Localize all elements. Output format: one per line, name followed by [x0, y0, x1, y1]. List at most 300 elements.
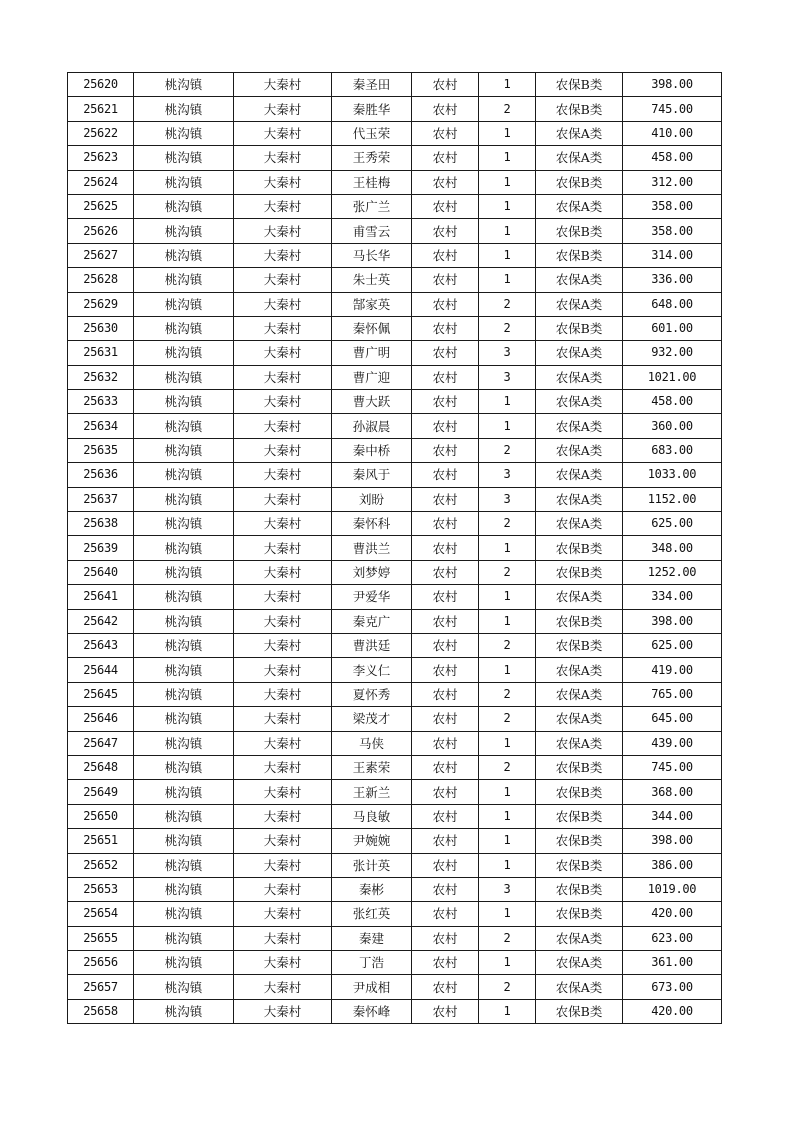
cell-household-size: 1 — [479, 243, 536, 267]
cell-household-size: 2 — [479, 97, 536, 121]
cell-household-size: 1 — [479, 170, 536, 194]
cell-village: 大秦村 — [234, 609, 332, 633]
cell-village: 大秦村 — [234, 268, 332, 292]
cell-area: 农村 — [412, 951, 479, 975]
cell-village: 大秦村 — [234, 658, 332, 682]
cell-village: 大秦村 — [234, 755, 332, 779]
cell-area: 农村 — [412, 365, 479, 389]
cell-town: 桃沟镇 — [134, 414, 234, 438]
cell-name: 秦中桥 — [332, 438, 412, 462]
table-row — [68, 292, 722, 316]
cell-village: 大秦村 — [234, 999, 332, 1023]
cell-name: 秦怀科 — [332, 512, 412, 536]
cell-name: 秦建 — [332, 926, 412, 950]
cell-name: 秦胜华 — [332, 97, 412, 121]
cell-category: 农保A类 — [536, 951, 623, 975]
cell-town: 桃沟镇 — [134, 682, 234, 706]
cell-area: 农村 — [412, 755, 479, 779]
cell-category: 农保B类 — [536, 219, 623, 243]
cell-amount: 458.00 — [623, 390, 722, 414]
cell-id: 25631 — [68, 341, 134, 365]
cell-id: 25637 — [68, 487, 134, 511]
cell-category: 农保A类 — [536, 146, 623, 170]
cell-area: 农村 — [412, 902, 479, 926]
cell-village: 大秦村 — [234, 536, 332, 560]
table-row — [68, 951, 722, 975]
cell-area: 农村 — [412, 438, 479, 462]
cell-id: 25649 — [68, 780, 134, 804]
cell-area: 农村 — [412, 73, 479, 97]
cell-village: 大秦村 — [234, 560, 332, 584]
cell-amount: 1152.00 — [623, 487, 722, 511]
cell-name: 曹洪廷 — [332, 633, 412, 657]
cell-town: 桃沟镇 — [134, 463, 234, 487]
cell-name: 张计英 — [332, 853, 412, 877]
table-row — [68, 902, 722, 926]
cell-household-size: 1 — [479, 219, 536, 243]
cell-village: 大秦村 — [234, 341, 332, 365]
cell-village: 大秦村 — [234, 902, 332, 926]
cell-name: 秦怀峰 — [332, 999, 412, 1023]
cell-id: 25638 — [68, 512, 134, 536]
cell-village: 大秦村 — [234, 365, 332, 389]
cell-household-size: 3 — [479, 365, 536, 389]
cell-village: 大秦村 — [234, 121, 332, 145]
cell-household-size: 1 — [479, 829, 536, 853]
table-row — [68, 121, 722, 145]
cell-household-size: 2 — [479, 975, 536, 999]
cell-id: 25633 — [68, 390, 134, 414]
cell-area: 农村 — [412, 829, 479, 853]
cell-household-size: 2 — [479, 682, 536, 706]
cell-household-size: 2 — [479, 316, 536, 340]
cell-category: 农保A类 — [536, 682, 623, 706]
cell-category: 农保A类 — [536, 438, 623, 462]
cell-area: 农村 — [412, 487, 479, 511]
cell-category: 农保A类 — [536, 268, 623, 292]
cell-name: 尹婉婉 — [332, 829, 412, 853]
cell-village: 大秦村 — [234, 975, 332, 999]
cell-area: 农村 — [412, 97, 479, 121]
cell-area: 农村 — [412, 609, 479, 633]
cell-name: 曹广明 — [332, 341, 412, 365]
cell-household-size: 1 — [479, 731, 536, 755]
cell-town: 桃沟镇 — [134, 609, 234, 633]
cell-name: 秦怀佩 — [332, 316, 412, 340]
cell-amount: 645.00 — [623, 707, 722, 731]
cell-name: 王新兰 — [332, 780, 412, 804]
cell-village: 大秦村 — [234, 780, 332, 804]
cell-village: 大秦村 — [234, 853, 332, 877]
cell-area: 农村 — [412, 194, 479, 218]
cell-id: 25647 — [68, 731, 134, 755]
cell-area: 农村 — [412, 463, 479, 487]
cell-village: 大秦村 — [234, 707, 332, 731]
cell-category: 农保A类 — [536, 292, 623, 316]
cell-id: 25635 — [68, 438, 134, 462]
cell-category: 农保B类 — [536, 999, 623, 1023]
table-row — [68, 926, 722, 950]
cell-town: 桃沟镇 — [134, 804, 234, 828]
cell-amount: 683.00 — [623, 438, 722, 462]
cell-category: 农保A类 — [536, 512, 623, 536]
cell-category: 农保B类 — [536, 877, 623, 901]
cell-name: 丁浩 — [332, 951, 412, 975]
cell-name: 孙淑晨 — [332, 414, 412, 438]
cell-amount: 398.00 — [623, 829, 722, 853]
cell-village: 大秦村 — [234, 316, 332, 340]
cell-village: 大秦村 — [234, 951, 332, 975]
cell-category: 农保A类 — [536, 194, 623, 218]
cell-name: 尹成相 — [332, 975, 412, 999]
cell-area: 农村 — [412, 804, 479, 828]
cell-category: 农保A类 — [536, 487, 623, 511]
cell-category: 农保B类 — [536, 170, 623, 194]
cell-town: 桃沟镇 — [134, 633, 234, 657]
table-row — [68, 633, 722, 657]
cell-amount: 336.00 — [623, 268, 722, 292]
cell-village: 大秦村 — [234, 633, 332, 657]
table-row — [68, 219, 722, 243]
cell-village: 大秦村 — [234, 487, 332, 511]
cell-name: 王桂梅 — [332, 170, 412, 194]
cell-town: 桃沟镇 — [134, 512, 234, 536]
cell-household-size: 1 — [479, 194, 536, 218]
cell-amount: 623.00 — [623, 926, 722, 950]
table-row — [68, 268, 722, 292]
cell-amount: 314.00 — [623, 243, 722, 267]
cell-amount: 648.00 — [623, 292, 722, 316]
cell-village: 大秦村 — [234, 73, 332, 97]
cell-household-size: 3 — [479, 487, 536, 511]
cell-id: 25620 — [68, 73, 134, 97]
cell-id: 25623 — [68, 146, 134, 170]
cell-area: 农村 — [412, 682, 479, 706]
cell-name: 朱士英 — [332, 268, 412, 292]
table-row — [68, 853, 722, 877]
cell-town: 桃沟镇 — [134, 438, 234, 462]
table-row — [68, 512, 722, 536]
cell-town: 桃沟镇 — [134, 585, 234, 609]
cell-amount: 420.00 — [623, 999, 722, 1023]
cell-category: 农保B类 — [536, 243, 623, 267]
cell-area: 农村 — [412, 146, 479, 170]
cell-area: 农村 — [412, 877, 479, 901]
cell-name: 张红英 — [332, 902, 412, 926]
table-row — [68, 97, 722, 121]
table-row — [68, 316, 722, 340]
cell-amount: 1019.00 — [623, 877, 722, 901]
cell-household-size: 1 — [479, 414, 536, 438]
cell-id: 25648 — [68, 755, 134, 779]
cell-household-size: 1 — [479, 73, 536, 97]
cell-category: 农保A类 — [536, 926, 623, 950]
cell-area: 农村 — [412, 170, 479, 194]
cell-id: 25650 — [68, 804, 134, 828]
cell-amount: 625.00 — [623, 512, 722, 536]
table-row — [68, 975, 722, 999]
table-row — [68, 999, 722, 1023]
cell-name: 王秀荣 — [332, 146, 412, 170]
cell-id: 25651 — [68, 829, 134, 853]
cell-town: 桃沟镇 — [134, 292, 234, 316]
cell-category: 农保B类 — [536, 829, 623, 853]
table-row — [68, 390, 722, 414]
cell-town: 桃沟镇 — [134, 194, 234, 218]
cell-town: 桃沟镇 — [134, 536, 234, 560]
cell-household-size: 1 — [479, 609, 536, 633]
cell-town: 桃沟镇 — [134, 999, 234, 1023]
cell-amount: 420.00 — [623, 902, 722, 926]
cell-area: 农村 — [412, 268, 479, 292]
cell-area: 农村 — [412, 975, 479, 999]
cell-town: 桃沟镇 — [134, 341, 234, 365]
cell-category: 农保A类 — [536, 975, 623, 999]
cell-town: 桃沟镇 — [134, 902, 234, 926]
table-row — [68, 341, 722, 365]
cell-household-size: 1 — [479, 853, 536, 877]
cell-village: 大秦村 — [234, 463, 332, 487]
cell-id: 25654 — [68, 902, 134, 926]
cell-town: 桃沟镇 — [134, 390, 234, 414]
table-row — [68, 194, 722, 218]
cell-amount: 1033.00 — [623, 463, 722, 487]
cell-amount: 358.00 — [623, 219, 722, 243]
cell-town: 桃沟镇 — [134, 487, 234, 511]
cell-village: 大秦村 — [234, 585, 332, 609]
cell-category: 农保A类 — [536, 585, 623, 609]
table-row — [68, 536, 722, 560]
cell-village: 大秦村 — [234, 804, 332, 828]
table-row — [68, 682, 722, 706]
table-row — [68, 73, 722, 97]
cell-category: 农保B类 — [536, 609, 623, 633]
cell-id: 25625 — [68, 194, 134, 218]
cell-category: 农保A类 — [536, 463, 623, 487]
cell-household-size: 1 — [479, 658, 536, 682]
cell-town: 桃沟镇 — [134, 731, 234, 755]
cell-town: 桃沟镇 — [134, 219, 234, 243]
table-row — [68, 731, 722, 755]
table-row — [68, 658, 722, 682]
cell-village: 大秦村 — [234, 146, 332, 170]
cell-household-size: 2 — [479, 438, 536, 462]
cell-category: 农保B类 — [536, 97, 623, 121]
cell-id: 25656 — [68, 951, 134, 975]
cell-area: 农村 — [412, 633, 479, 657]
cell-town: 桃沟镇 — [134, 170, 234, 194]
cell-name: 刘梦婷 — [332, 560, 412, 584]
cell-town: 桃沟镇 — [134, 268, 234, 292]
cell-category: 农保B类 — [536, 73, 623, 97]
cell-area: 农村 — [412, 292, 479, 316]
cell-id: 25626 — [68, 219, 134, 243]
cell-household-size: 1 — [479, 585, 536, 609]
cell-area: 农村 — [412, 560, 479, 584]
cell-village: 大秦村 — [234, 438, 332, 462]
cell-name: 秦风于 — [332, 463, 412, 487]
cell-area: 农村 — [412, 585, 479, 609]
cell-household-size: 2 — [479, 512, 536, 536]
table-row — [68, 365, 722, 389]
table-row — [68, 560, 722, 584]
cell-area: 农村 — [412, 316, 479, 340]
cell-amount: 334.00 — [623, 585, 722, 609]
table-row — [68, 146, 722, 170]
cell-village: 大秦村 — [234, 390, 332, 414]
cell-id: 25621 — [68, 97, 134, 121]
cell-category: 农保A类 — [536, 414, 623, 438]
cell-amount: 625.00 — [623, 633, 722, 657]
table-row — [68, 755, 722, 779]
table-row — [68, 609, 722, 633]
cell-category: 农保B类 — [536, 316, 623, 340]
cell-area: 农村 — [412, 658, 479, 682]
cell-amount: 344.00 — [623, 804, 722, 828]
cell-id: 25628 — [68, 268, 134, 292]
cell-category: 农保A类 — [536, 341, 623, 365]
cell-amount: 1021.00 — [623, 365, 722, 389]
cell-name: 郜家英 — [332, 292, 412, 316]
cell-amount: 368.00 — [623, 780, 722, 804]
cell-amount: 1252.00 — [623, 560, 722, 584]
cell-town: 桃沟镇 — [134, 707, 234, 731]
table-row — [68, 829, 722, 853]
cell-id: 25640 — [68, 560, 134, 584]
cell-town: 桃沟镇 — [134, 926, 234, 950]
cell-household-size: 2 — [479, 633, 536, 657]
cell-id: 25641 — [68, 585, 134, 609]
cell-category: 农保B类 — [536, 633, 623, 657]
cell-category: 农保A类 — [536, 390, 623, 414]
cell-area: 农村 — [412, 853, 479, 877]
cell-name: 曹洪兰 — [332, 536, 412, 560]
table-row — [68, 438, 722, 462]
cell-household-size: 2 — [479, 292, 536, 316]
cell-amount: 312.00 — [623, 170, 722, 194]
cell-category: 农保B类 — [536, 804, 623, 828]
cell-area: 农村 — [412, 926, 479, 950]
cell-amount: 765.00 — [623, 682, 722, 706]
cell-id: 25627 — [68, 243, 134, 267]
cell-category: 农保B类 — [536, 560, 623, 584]
table-row — [68, 804, 722, 828]
cell-household-size: 1 — [479, 536, 536, 560]
cell-id: 25657 — [68, 975, 134, 999]
cell-name: 李义仁 — [332, 658, 412, 682]
table-row — [68, 414, 722, 438]
cell-village: 大秦村 — [234, 512, 332, 536]
cell-area: 农村 — [412, 512, 479, 536]
cell-household-size: 2 — [479, 707, 536, 731]
cell-town: 桃沟镇 — [134, 780, 234, 804]
cell-area: 农村 — [412, 536, 479, 560]
table-row — [68, 243, 722, 267]
cell-town: 桃沟镇 — [134, 560, 234, 584]
cell-id: 25624 — [68, 170, 134, 194]
table-row — [68, 877, 722, 901]
cell-household-size: 1 — [479, 390, 536, 414]
cell-id: 25645 — [68, 682, 134, 706]
cell-amount: 419.00 — [623, 658, 722, 682]
cell-id: 25634 — [68, 414, 134, 438]
cell-name: 刘盼 — [332, 487, 412, 511]
cell-amount: 932.00 — [623, 341, 722, 365]
table-body — [68, 73, 722, 1024]
cell-id: 25629 — [68, 292, 134, 316]
cell-household-size: 1 — [479, 902, 536, 926]
cell-id: 25658 — [68, 999, 134, 1023]
cell-village: 大秦村 — [234, 829, 332, 853]
cell-id: 25655 — [68, 926, 134, 950]
cell-category: 农保B类 — [536, 853, 623, 877]
cell-amount: 745.00 — [623, 755, 722, 779]
cell-area: 农村 — [412, 341, 479, 365]
cell-town: 桃沟镇 — [134, 97, 234, 121]
cell-household-size: 1 — [479, 146, 536, 170]
cell-area: 农村 — [412, 390, 479, 414]
cell-id: 25642 — [68, 609, 134, 633]
cell-name: 张广兰 — [332, 194, 412, 218]
cell-id: 25630 — [68, 316, 134, 340]
cell-household-size: 1 — [479, 951, 536, 975]
cell-name: 代玉荣 — [332, 121, 412, 145]
cell-name: 夏怀秀 — [332, 682, 412, 706]
cell-category: 农保A类 — [536, 365, 623, 389]
table-row — [68, 487, 722, 511]
cell-household-size: 1 — [479, 804, 536, 828]
cell-area: 农村 — [412, 414, 479, 438]
cell-household-size: 1 — [479, 121, 536, 145]
cell-town: 桃沟镇 — [134, 755, 234, 779]
cell-village: 大秦村 — [234, 194, 332, 218]
cell-id: 25652 — [68, 853, 134, 877]
cell-name: 甫雪云 — [332, 219, 412, 243]
cell-amount: 745.00 — [623, 97, 722, 121]
cell-area: 农村 — [412, 121, 479, 145]
cell-category: 农保B类 — [536, 780, 623, 804]
cell-household-size: 1 — [479, 780, 536, 804]
cell-area: 农村 — [412, 999, 479, 1023]
cell-village: 大秦村 — [234, 877, 332, 901]
cell-household-size: 1 — [479, 268, 536, 292]
cell-town: 桃沟镇 — [134, 316, 234, 340]
cell-village: 大秦村 — [234, 926, 332, 950]
cell-town: 桃沟镇 — [134, 951, 234, 975]
cell-id: 25636 — [68, 463, 134, 487]
cell-category: 农保A类 — [536, 707, 623, 731]
cell-village: 大秦村 — [234, 414, 332, 438]
cell-id: 25653 — [68, 877, 134, 901]
table-row — [68, 585, 722, 609]
cell-name: 尹爱华 — [332, 585, 412, 609]
cell-category: 农保A类 — [536, 658, 623, 682]
cell-village: 大秦村 — [234, 243, 332, 267]
cell-town: 桃沟镇 — [134, 146, 234, 170]
cell-id: 25646 — [68, 707, 134, 731]
cell-village: 大秦村 — [234, 219, 332, 243]
cell-household-size: 2 — [479, 755, 536, 779]
cell-area: 农村 — [412, 243, 479, 267]
cell-town: 桃沟镇 — [134, 658, 234, 682]
cell-town: 桃沟镇 — [134, 243, 234, 267]
cell-id: 25644 — [68, 658, 134, 682]
cell-village: 大秦村 — [234, 292, 332, 316]
cell-household-size: 3 — [479, 463, 536, 487]
cell-id: 25632 — [68, 365, 134, 389]
cell-area: 农村 — [412, 731, 479, 755]
cell-amount: 601.00 — [623, 316, 722, 340]
